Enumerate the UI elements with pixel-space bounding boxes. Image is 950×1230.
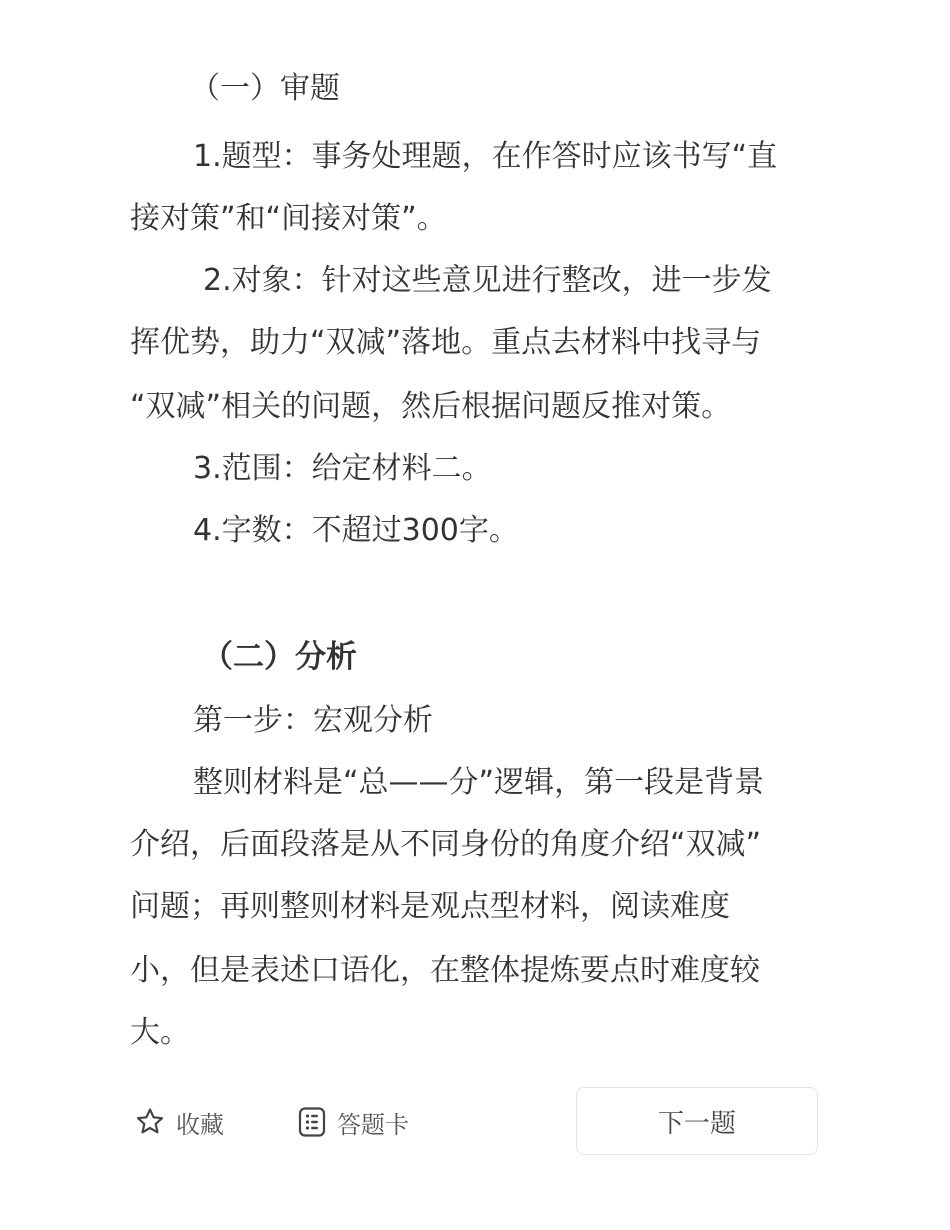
analysis-paragraph-line4: 小，但是表述口语化，在整体提炼要点时难度较 [130, 953, 760, 988]
analysis-paragraph-line3: 问题；再则整则材料是观点型材料，阅读难度 [130, 889, 730, 924]
requirement-type-line2: 接对策”和“间接对策”。 [130, 201, 447, 236]
star-icon [134, 1106, 166, 1138]
answer-card-button[interactable] [297, 1100, 409, 1144]
answer-card-label: 答题卡 [337, 1110, 409, 1139]
requirement-object-line1: 2.对象：针对这些意见进行整改，进一步发 [203, 263, 772, 298]
section-heading-analysis: （二）分析 [202, 639, 357, 675]
answer-card-icon [297, 1106, 327, 1138]
analysis-paragraph-line1: 整则材料是“总——分”逻辑，第一段是背景 [193, 765, 765, 800]
requirement-type-line1: 1.题型：事务处理题，在作答时应该书写“直 [193, 139, 778, 174]
analysis-paragraph-line2: 介绍，后面段落是从不同身份的角度介绍“双减” [130, 827, 762, 862]
requirement-word-count: 4.字数：不超过300字。 [193, 513, 519, 548]
requirement-scope: 3.范围：给定材料二。 [193, 451, 492, 486]
analysis-step1: 第一步：宏观分析 [193, 703, 433, 738]
requirement-object-line2: 挥优势，助力“双减”落地。重点去材料中找寻与 [130, 325, 762, 360]
requirement-object-line3: “双减”相关的问题，然后根据问题反推对策。 [130, 389, 732, 424]
analysis-paragraph-line5: 大。 [130, 1015, 190, 1050]
bottom-toolbar [0, 1080, 950, 1170]
favorite-button[interactable] [134, 1100, 224, 1144]
favorite-label: 收藏 [176, 1110, 224, 1139]
partially-visible-heading: （一）审题 [190, 71, 340, 106]
next-question-button[interactable]: 下一题 [576, 1087, 818, 1155]
